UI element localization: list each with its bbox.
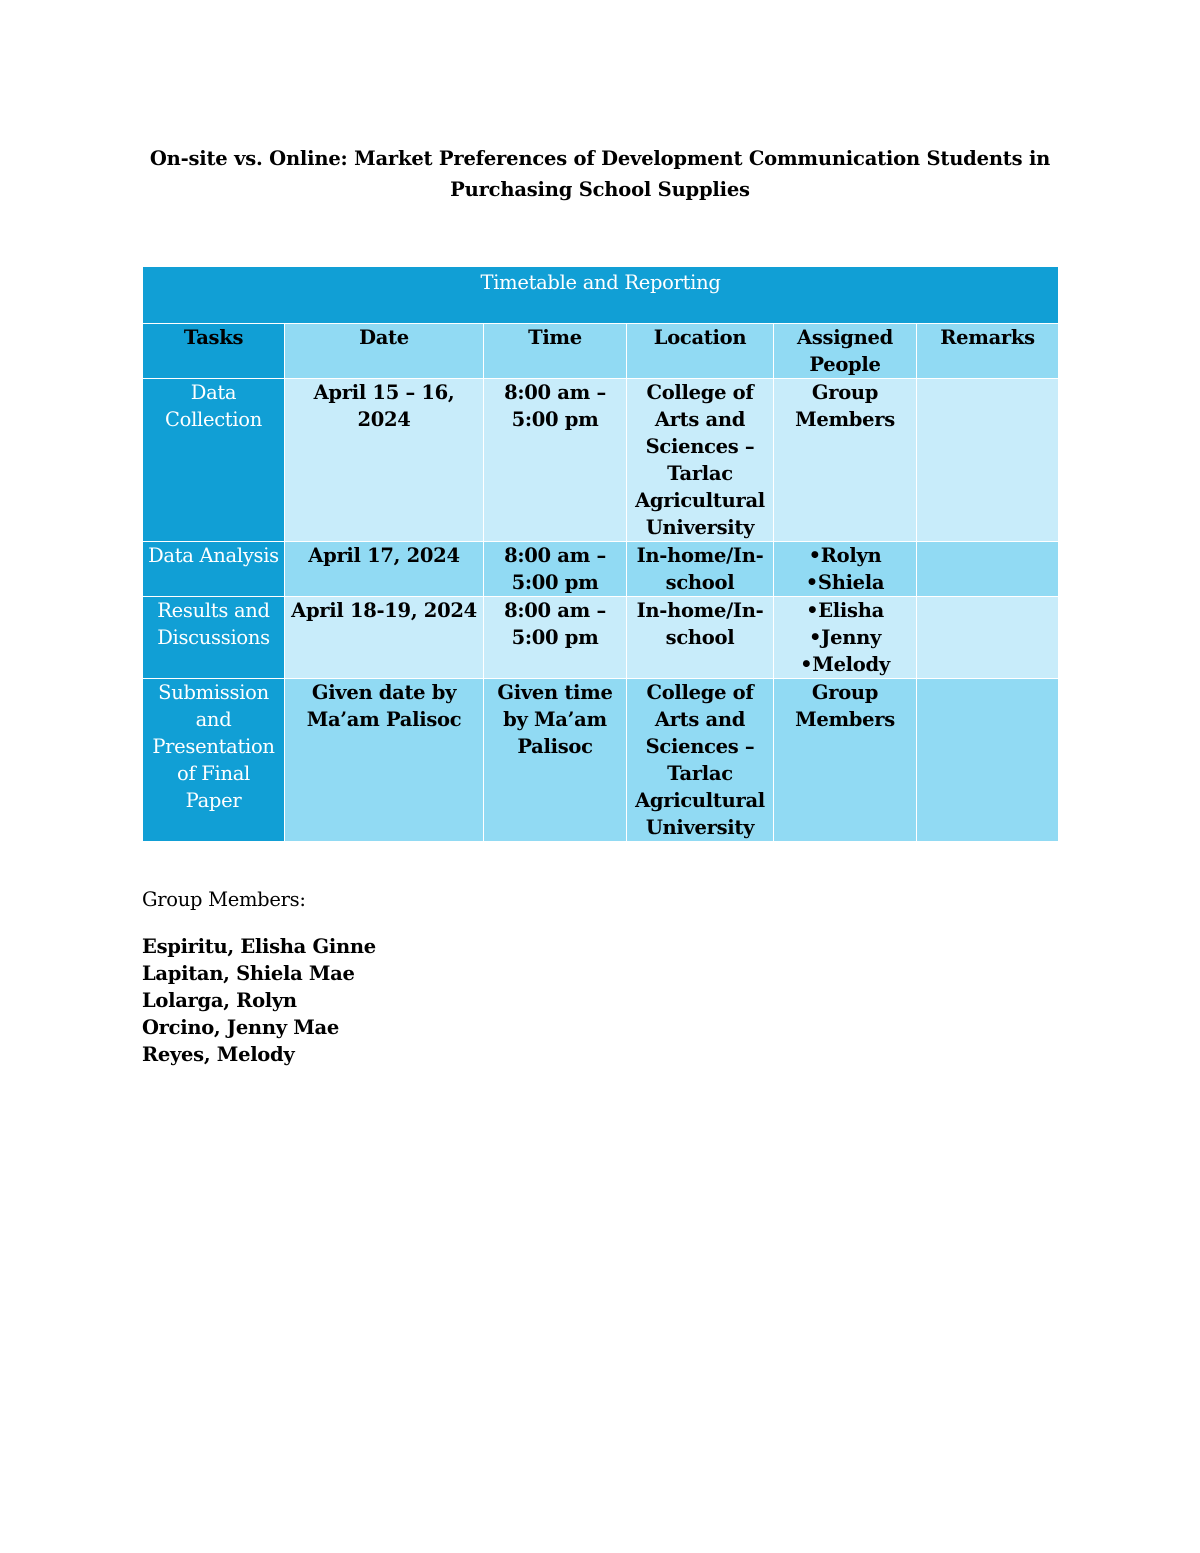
task-cell: Results and Discussions xyxy=(143,597,285,679)
assigned-cell xyxy=(774,542,917,597)
header-tasks: Tasks xyxy=(143,324,285,379)
remarks-cell xyxy=(917,379,1059,542)
task-cell: Data Analysis xyxy=(143,542,285,597)
table-row xyxy=(143,542,1059,597)
header-assigned-people: Assigned People xyxy=(774,324,917,379)
table-caption: Timetable and Reporting xyxy=(143,267,1059,324)
time-cell: 8:00 am – 5:00 pm xyxy=(484,379,627,542)
title-line-2: Purchasing School Supplies xyxy=(450,178,750,201)
table-header-row xyxy=(143,324,1059,379)
date-cell: April 15 – 16, 2024 xyxy=(285,379,484,542)
assigned-person: •Melody xyxy=(800,653,890,676)
member-name: Lapitan, Shiela Mae xyxy=(142,962,355,985)
location-cell: College of Arts and Sciences – Tarlac Agricultural University xyxy=(627,379,774,542)
table-row xyxy=(143,597,1059,679)
date-cell: Given date by Ma’am Palisoc xyxy=(285,679,484,842)
member-name: Reyes, Melody xyxy=(142,1043,295,1066)
time-cell: Given time by Ma’am Palisoc xyxy=(484,679,627,842)
date-cell: April 18-19, 2024 xyxy=(285,597,484,679)
group-members-list xyxy=(142,933,642,1068)
location-cell: College of Arts and Sciences – Tarlac Agricultural University xyxy=(627,679,774,842)
header-location: Location xyxy=(627,324,774,379)
group-members-section xyxy=(142,886,642,1068)
table-row xyxy=(143,379,1059,542)
member-name: Espiritu, Elisha Ginne xyxy=(142,935,376,958)
header-time: Time xyxy=(484,324,627,379)
remarks-cell xyxy=(917,542,1059,597)
date-cell: April 17, 2024 xyxy=(285,542,484,597)
assigned-person: •Rolyn xyxy=(808,544,882,567)
remarks-cell xyxy=(917,597,1059,679)
member-name: Lolarga, Rolyn xyxy=(142,989,297,1012)
timetable xyxy=(142,266,1059,842)
assigned-person: Group Members xyxy=(795,381,895,431)
time-cell: 8:00 am – 5:00 pm xyxy=(484,597,627,679)
member-name: Orcino, Jenny Mae xyxy=(142,1016,339,1039)
assigned-person: •Jenny xyxy=(809,626,881,649)
remarks-cell xyxy=(917,679,1059,842)
time-cell: 8:00 am – 5:00 pm xyxy=(484,542,627,597)
group-members-heading: Group Members: xyxy=(142,888,306,911)
assigned-person: •Elisha xyxy=(806,599,884,622)
task-cell: Data Collection xyxy=(143,379,285,542)
table-row xyxy=(143,679,1059,842)
assigned-cell xyxy=(774,597,917,679)
header-date: Date xyxy=(285,324,484,379)
location-cell: In-home/In-school xyxy=(627,597,774,679)
assigned-person: •Shiela xyxy=(805,571,885,594)
assigned-person: Group Members xyxy=(795,681,895,731)
location-cell: In-home/In-school xyxy=(627,542,774,597)
task-cell: Submission and Presentation of Final Paper xyxy=(143,679,285,842)
header-remarks: Remarks xyxy=(917,324,1059,379)
assigned-cell xyxy=(774,379,917,542)
assigned-cell xyxy=(774,679,917,842)
title-line-1: On-site vs. Online: Market Preferences of Development Communication Students in xyxy=(149,147,1051,170)
document-title xyxy=(142,143,1058,205)
